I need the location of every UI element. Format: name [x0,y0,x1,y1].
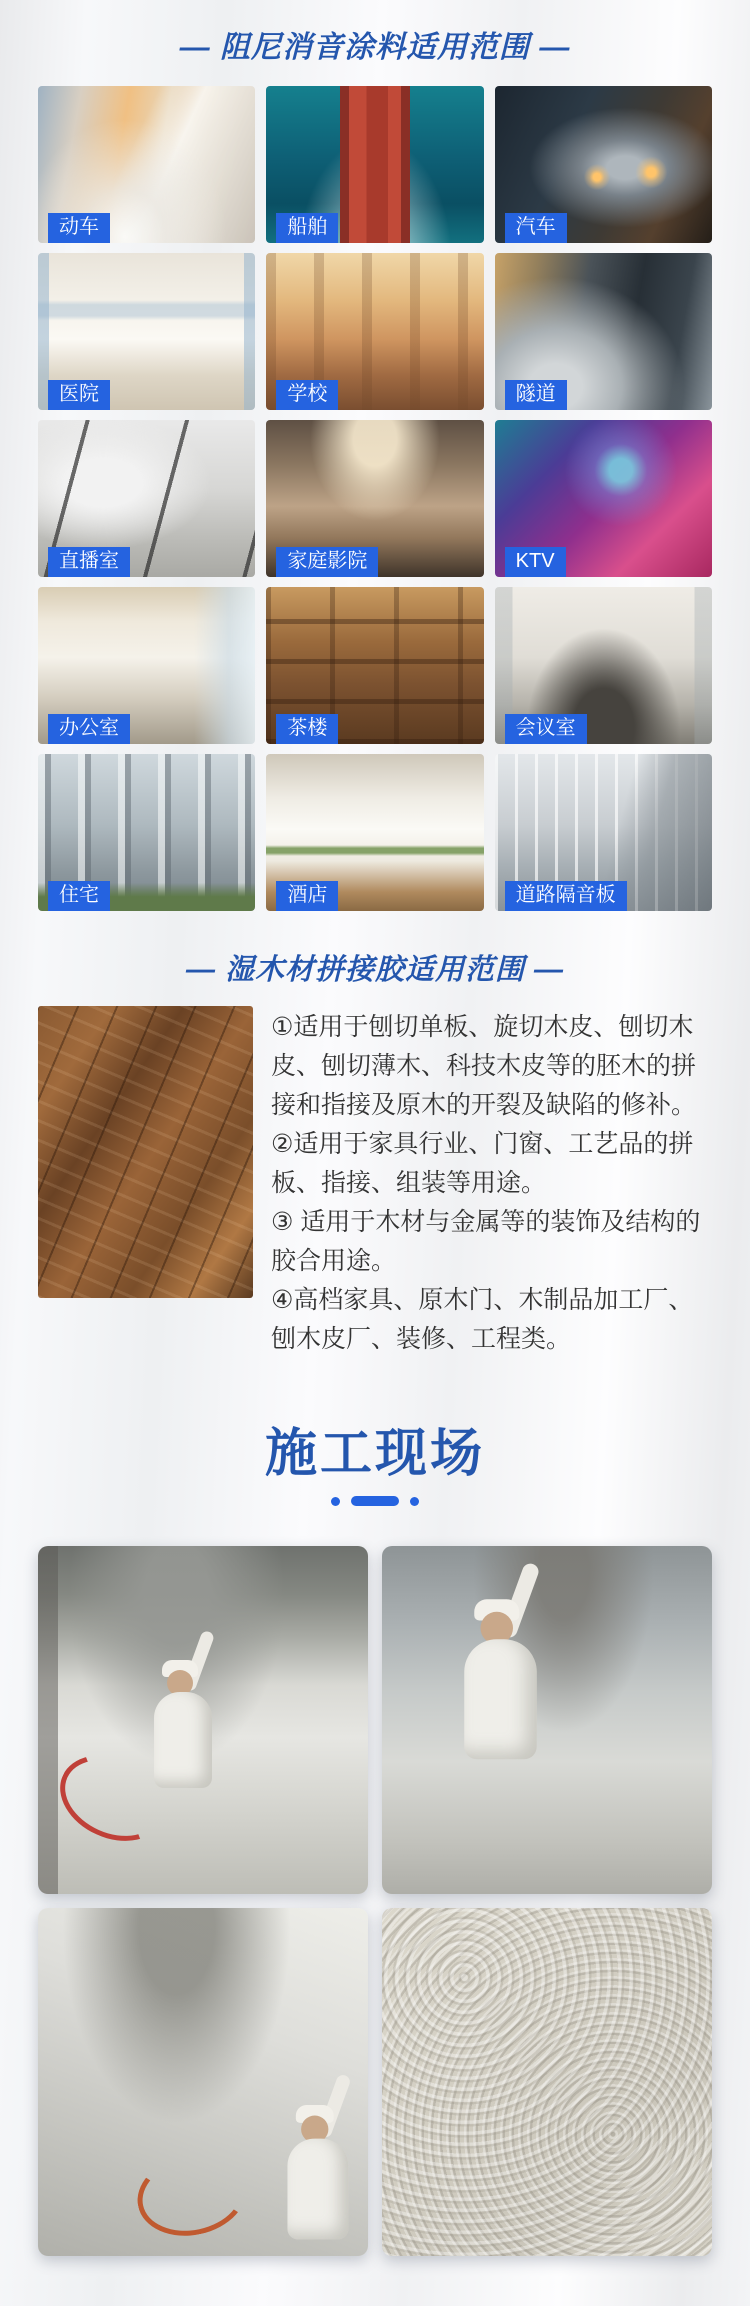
application-image-school [266,253,483,410]
image-label-teahouse: 茶楼 [276,714,338,744]
wood-floor-image [38,1006,253,1298]
construction-photo-wall-spray [38,1908,368,2256]
image-label-car: 汽车 [505,213,567,243]
image-label-hospital: 医院 [48,380,110,410]
wood-glue-description [271,1006,712,1359]
construction-photo-ceiling-spray-2 [382,1546,712,1894]
worker-figure [283,2109,357,2256]
ornament-dot-left [331,1497,340,1506]
application-image-ktv [495,420,712,577]
worker-torso [154,1692,212,1788]
bottom-spacer [0,2256,750,2306]
application-image-ship [266,86,483,243]
section1-title: — 阻尼消音涂料适用范围 — [179,31,571,64]
application-image-residence [38,754,255,911]
spray-hose [130,2145,254,2246]
section2-title: — 湿木材拼接胶适用范围 — [185,954,565,986]
title-underline-ornament [0,1496,750,1506]
glue-use-item-1: ①适用于刨切单板、旋切木皮、刨切木皮、刨切薄木、科技木皮等的胚木的拼接和指接及原木的开裂及缺陷的修补。 [271,1013,697,1119]
application-image-car [495,86,712,243]
application-image-train [38,86,255,243]
construction-photo-ceiling-spray-1 [38,1546,368,1894]
image-label-ship: 船舶 [276,213,338,243]
image-label-office: 办公室 [48,714,130,744]
application-image-teahouse [266,587,483,744]
image-label-residence: 住宅 [48,881,110,911]
worker-torso [464,1639,537,1759]
construction-photo-coating-texture [382,1908,712,2256]
image-label-road-sound-barrier: 道路隔音板 [505,881,627,911]
wood-glue-section [38,1006,712,1359]
application-image-live-studio [38,420,255,577]
worker-figure [459,1604,547,1792]
image-label-ktv: KTV [505,547,566,577]
image-label-home-theater: 家庭影院 [276,547,378,577]
image-label-train: 动车 [48,213,110,243]
construction-photo-grid [38,1546,712,2256]
section3-title: 施工现场 [264,1425,485,1483]
application-image-tunnel [495,253,712,410]
glue-use-item-2: ②适用于家具行业、门窗、工艺品的拼板、指接、组装等用途。 [271,1130,694,1197]
ornament-dot-right [410,1497,419,1506]
application-image-home-theater [266,420,483,577]
image-label-meeting-room: 会议室 [505,714,587,744]
glue-use-item-3: ③ 适用于木材与金属等的装饰及结构的胶合用途。 [271,1208,701,1275]
glue-use-item-4: ④高档家具、原木门、木制品加工厂、刨木皮厂、装修、工程类。 [271,1286,694,1353]
application-image-office [38,587,255,744]
image-label-live-studio: 直播室 [48,547,130,577]
worker-torso [287,2139,348,2240]
ornament-bar [351,1496,399,1506]
image-label-hotel: 酒店 [276,881,338,911]
application-image-hospital [38,253,255,410]
application-grid [38,86,712,911]
application-image-meeting-room [495,587,712,744]
application-image-road-sound-barrier [495,754,712,911]
image-label-school: 学校 [276,380,338,410]
application-image-hotel [266,754,483,911]
image-label-tunnel: 隧道 [505,380,567,410]
